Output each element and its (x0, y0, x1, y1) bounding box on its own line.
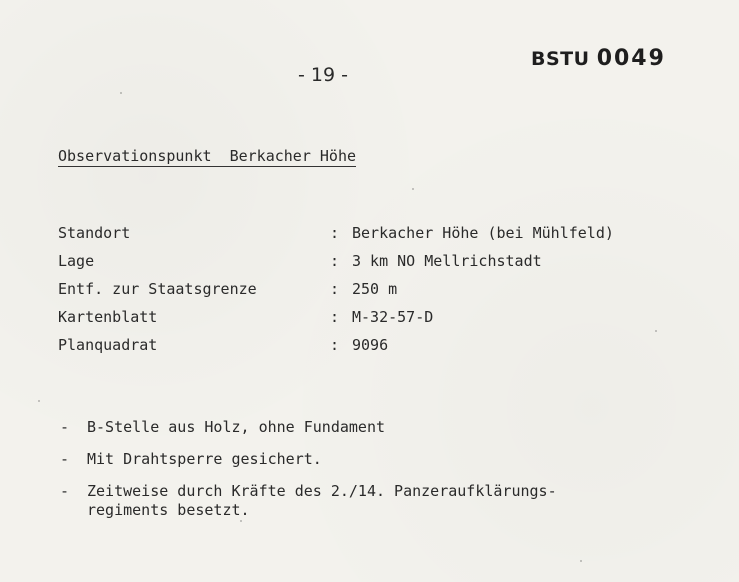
details-label: Lage (58, 252, 95, 270)
details-table (58, 219, 614, 359)
details-row (58, 247, 614, 275)
stamp-number: 0049 (596, 46, 666, 71)
details-label: Standort (58, 224, 131, 242)
paper-speck (655, 330, 657, 332)
details-row (58, 219, 614, 247)
details-value: 3 km NO Mellrichstadt (352, 252, 542, 270)
details-row (58, 275, 614, 303)
details-label: Planquadrat (58, 336, 158, 354)
details-separator: : (330, 224, 340, 242)
details-value: M-32-57-D (352, 308, 434, 326)
stamp-prefix: BSTU (531, 48, 590, 70)
bullet-item (60, 482, 727, 520)
details-separator: : (330, 252, 340, 270)
paper-speck (580, 560, 582, 562)
page-number: - 19 - (298, 64, 348, 86)
bullet-dash: - (60, 450, 70, 468)
details-row (58, 331, 614, 359)
bullet-item (60, 418, 727, 437)
details-row (58, 303, 614, 331)
bullet-text: Mit Drahtsperre gesichert. (87, 450, 322, 468)
bullet-list (60, 418, 727, 533)
details-separator: : (330, 308, 340, 326)
paper-speck (412, 188, 414, 190)
details-value: Berkacher Höhe (bei Mühlfeld) (352, 224, 614, 242)
details-separator: : (330, 336, 340, 354)
paper-speck (240, 520, 242, 522)
bullet-dash: - (60, 418, 70, 436)
paper-speck (120, 92, 122, 94)
bullet-dash: - (60, 482, 70, 500)
details-value: 9096 (352, 336, 389, 354)
details-value: 250 m (352, 280, 398, 298)
bullet-item (60, 450, 727, 469)
bullet-text: Zeitweise durch Kräfte des 2./14. Panzeraufklärungs- regiments besetzt. (87, 482, 557, 519)
section-heading: Observationspunkt Berkacher Höhe (58, 147, 357, 165)
details-label: Entf. zur Staatsgrenze (58, 280, 257, 298)
details-separator: : (330, 280, 340, 298)
details-label: Kartenblatt (58, 308, 158, 326)
paper-speck (38, 400, 40, 402)
bullet-text: B-Stelle aus Holz, ohne Fundament (87, 418, 386, 436)
archive-stamp (531, 46, 666, 71)
